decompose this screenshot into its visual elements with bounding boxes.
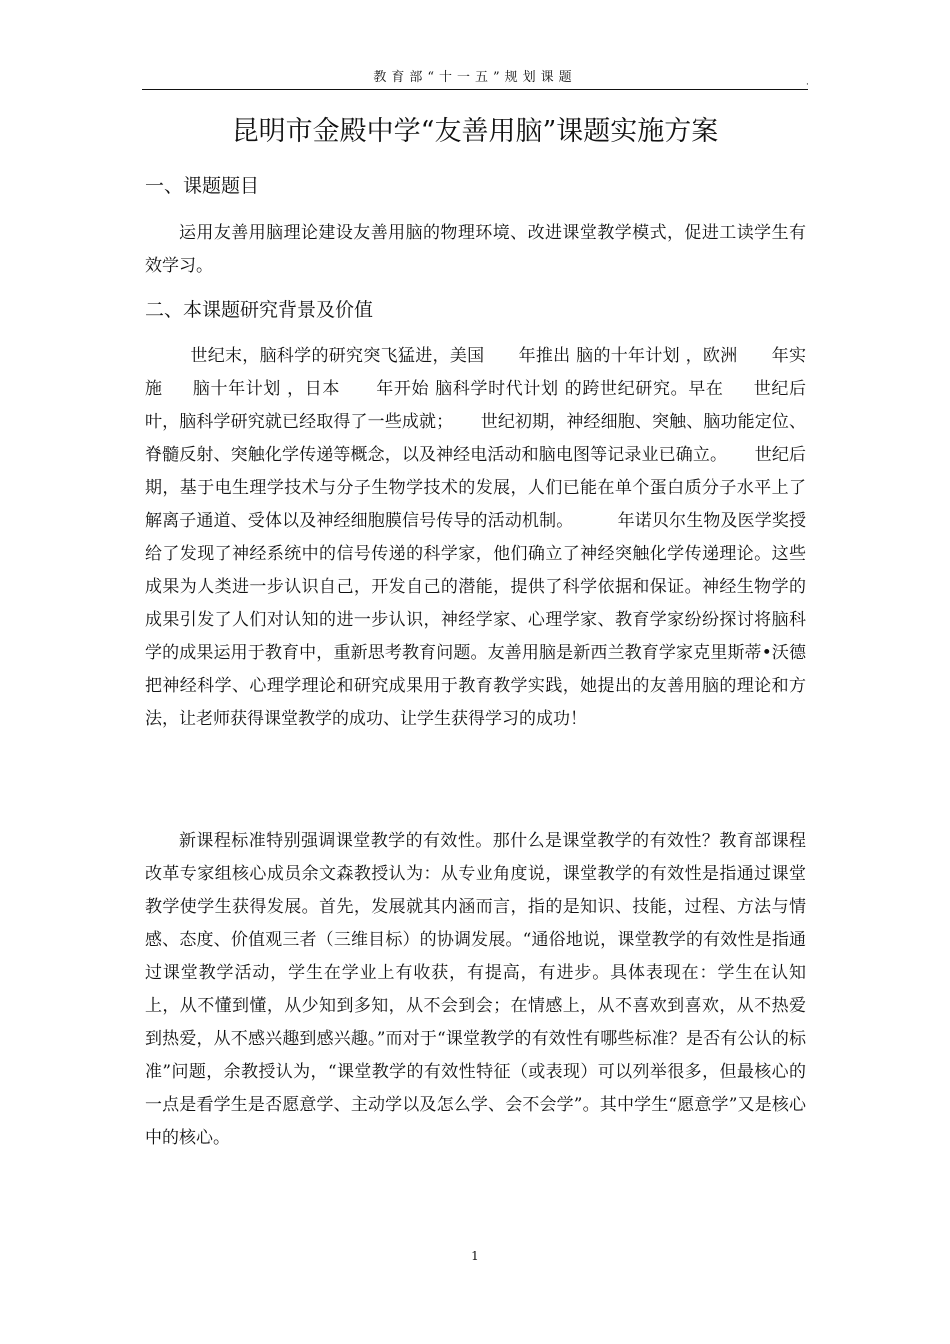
section-heading-background: 二、本课题研究背景及价值 — [145, 299, 374, 321]
document-title: 昆明市金殿中学“友善用脑”课题实施方案 — [231, 116, 719, 147]
section-heading-topic: 一、课题题目 — [145, 175, 260, 197]
running-header: 教育部“十一五”规划课题 — [373, 70, 577, 85]
header-mark: · — [806, 80, 809, 90]
page-number: 1 — [471, 1249, 479, 1263]
header-rule — [142, 89, 808, 90]
paragraph-topic: 运用友善用脑理论建设友善用脑的物理环境、改进课堂教学模式，促进工读学生有效学习。 — [145, 223, 806, 276]
paragraph-curriculum: 新课程标准特别强调课堂教学的有效性。那什么是课堂教学的有效性？教育部课程改革专家组核心成员余文森教授认为：从专业角度说，课堂教学的有效性是指通过课堂教学使学生获得发展。首先，发展就其内涵而言，指的是知识、技能，过程、方法与情感、态度、价值观三者（三维目标）的协调发展。“通俗地说，课堂教学的有效性是指通过课堂教学活动，学生在学业上有收获，有提高，有进步。具体表现在：学生在认知上，从不懂到懂，从少知到多知，从不会到会；在情感上，从不喜欢到喜欢，从不热爱到热爱，从不感兴趣到感兴趣。”而对于“课堂教学的有效性有哪些标准？是否有公认的标准”问题，余教授认为，“课堂教学的有效性特征（或表现）可以列举很多，但最核心的一点是看学生是否愿意学、主动学以及怎么学、会不会学”。其中学生“愿意学”又是核心中的核心。 — [145, 831, 806, 1148]
paragraph-background: 世纪末，脑科学的研究突飞猛进，美国 年推出 脑的十年计划 ，欧洲 年实施 脑十年计划 ，日本 年开始 脑科学时代计划 的跨世纪研究。早在 世纪后叶，脑科学研究就已经取得了一些成就； 世纪初期，神经细胞、突触、脑功能定位、脊髓反射、突触化学传递等概念，以及神经电活动和脑电图等记录业已确立。 世纪后期，基于电生理学技术与分子生物学技术的发展，人们已能在单个蛋白质分子水平上了解离子通道、受体以及神经细胞膜信号传导的活动机制。 年诺贝尔生物及医学奖授给了发现了神经系统中的信号传递的科学家，他们确立了神经突触化学传递理论。这些成果为人类进一步认识自己，开发自己的潜能，提供了科学依据和保证。神经生物学的成果引发了人们对认知的进一步认识，神经学家、心理学家、教育学家纷纷探讨将脑科学的成果运用于教育中，重新思考教育问题。友善用脑是新西兰教育学家克里斯蒂•沃德把神经科学、心理学理论和研究成果用于教育教学实践，她提出的友善用脑的理论和方法，让老师获得课堂教学的成功、让学生获得学习的成功！ — [145, 346, 806, 729]
